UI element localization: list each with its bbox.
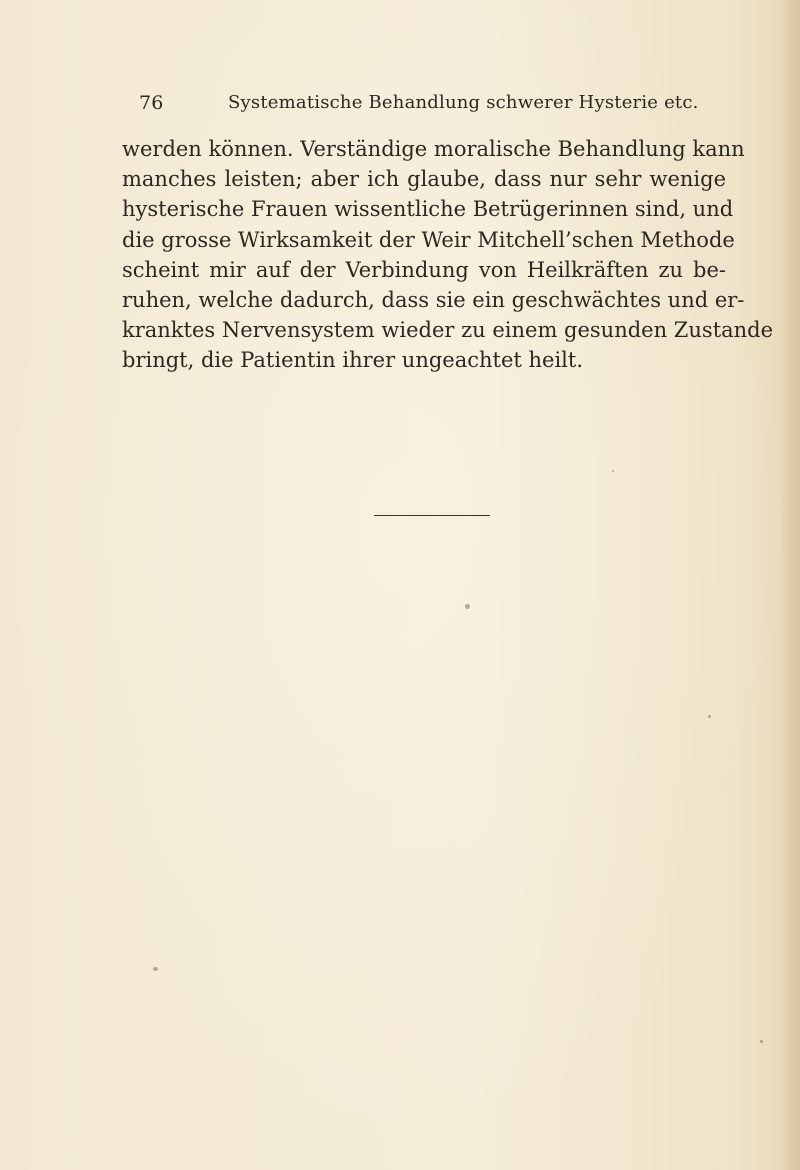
text-line: kranktes Nervensystem wieder zu einem gesunden Zustande	[122, 318, 774, 343]
text-line: hysterische Frauen wissentliche Betrügerinnen sind, und	[122, 197, 734, 222]
text-line: ruhen, welche dadurch, dass sie ein geschwächtes und er-	[122, 287, 745, 312]
paper-speck	[153, 967, 158, 971]
paper-speck	[465, 604, 470, 609]
page-edge-shadow	[778, 0, 800, 1170]
paper-speck	[760, 1040, 763, 1043]
text-line: scheint mir auf der Verbindung von Heilkräften zu be-	[122, 257, 726, 282]
text-line: manches leisten; aber ich glaube, dass nur sehr wenige	[122, 167, 726, 192]
running-header	[122, 90, 699, 120]
body-paragraph	[122, 134, 774, 376]
text-line: werden können. Verständige moralische Behandlung kann	[122, 137, 745, 161]
section-divider-rule	[374, 515, 490, 516]
text-line: die grosse Wirksamkeit der Weir Mitchell’schen Methode	[122, 227, 735, 252]
paper-speck	[612, 470, 614, 472]
page-number: 76	[139, 92, 164, 114]
paper-speck	[708, 715, 711, 718]
text-line: bringt, die Patientin ihrer ungeachtet heilt.	[122, 348, 584, 373]
running-title: Systematische Behandlung schwerer Hysterie etc.	[228, 92, 699, 113]
